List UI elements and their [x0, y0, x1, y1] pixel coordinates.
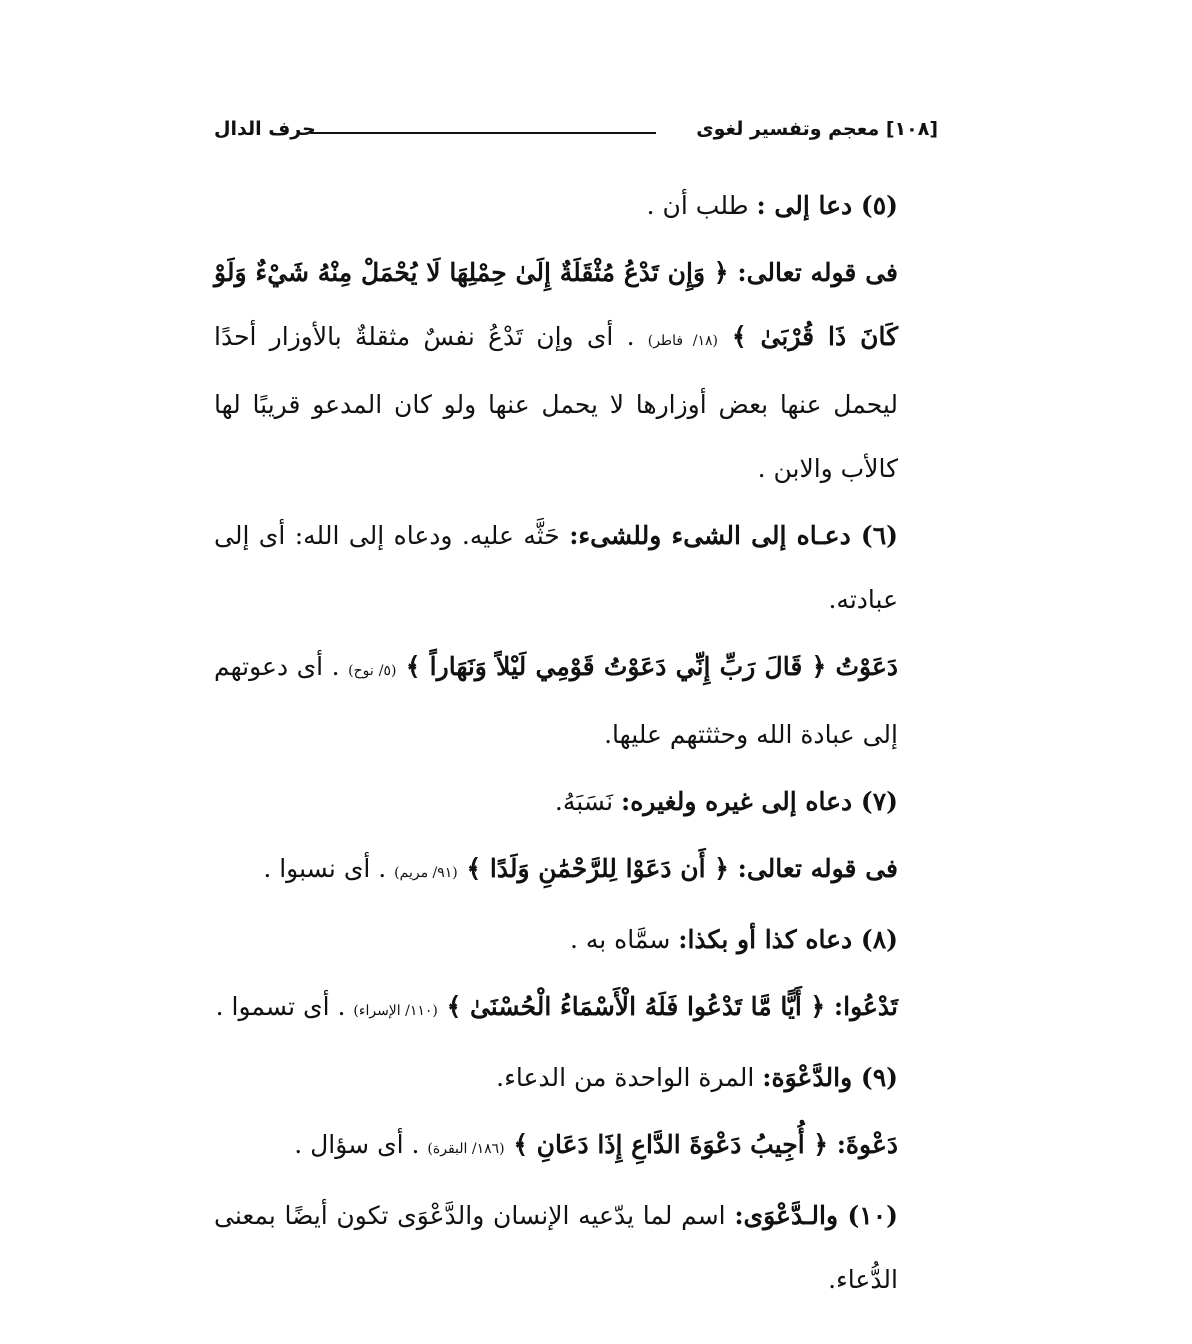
header-rule — [310, 132, 656, 134]
entry-5-text: طلب أن . — [646, 191, 757, 220]
entry-8-example — [214, 975, 938, 1043]
entry-6 — [214, 504, 938, 632]
entry-6-head: (٦) دعـاه إلى الشىء وللشىء: — [569, 521, 899, 550]
entry-9 — [214, 1046, 938, 1110]
verse-reference: (٥/ نوح) — [348, 663, 397, 679]
example-intro: فى قوله تعالى: — [737, 258, 898, 287]
entry-7 — [214, 770, 938, 834]
explanation-text: . أى وإن تَدْعُ نفسٌ مثقلةٌ بالأوزار أحدًا ليحمل عنها بعض أوزارها لا يحمل عنها ولو كان المدعو قريبًا لها كالأب والابن . — [214, 322, 898, 483]
entry-6-example — [214, 635, 938, 767]
example-word: تَدْعُوا: — [833, 992, 898, 1021]
book-page — [214, 108, 938, 1315]
entry-10-head: (١٠) والـدَّعْوَى: — [734, 1201, 898, 1230]
quran-verse: ﴿ أُجِيبُ دَعْوَةَ الدَّاعِ إِذَا دَعَانِ ﴾ — [504, 1130, 837, 1159]
verse-reference: (١٨/ فاطر) — [647, 333, 718, 349]
explanation-text: . أى سؤال . — [294, 1130, 428, 1159]
verse-reference: (١١٠/ الإسراء) — [353, 1003, 438, 1019]
entry-7-text: نَسَبَهُ. — [554, 787, 621, 816]
example-word: دَعَوْتُ — [835, 652, 898, 681]
entry-8-text: سمَّاه به . — [569, 925, 679, 954]
entry-8-head: (٨) دعاه كذا أو بكذا: — [678, 925, 898, 954]
entry-7-head: (٧) دعاه إلى غيره ولغيره: — [620, 787, 898, 816]
explanation-text: . أى دعوتهم إلى عبادة الله وحثثتهم عليها. — [214, 652, 898, 749]
entry-6-text: حَثَّه عليه. ودعاه إلى الله: أى إلى عبادته. — [214, 521, 898, 614]
quran-verse: ﴿ أَيًّا مَّا تَدْعُوا فَلَهُ الْأَسْمَاءُ الْحُسْنَىٰ ﴾ — [437, 992, 834, 1021]
entry-9-example — [214, 1113, 938, 1181]
entry-9-head: (٩) والدَّعْوَة: — [762, 1063, 898, 1092]
quran-verse: ﴿ أَن دَعَوْا لِلرَّحْمَٰنِ وَلَدًا ﴾ — [457, 854, 738, 883]
entry-5-example — [214, 241, 938, 501]
verse-reference: (١٨٦/ البقرة) — [427, 1141, 505, 1157]
page-content — [214, 174, 938, 1312]
explanation-text: . أى نسبوا . — [263, 854, 395, 883]
example-word: دَعْوةَ: — [836, 1130, 898, 1159]
running-title: [١٠٨] معجم وتفسير لغوى — [696, 118, 938, 140]
example-intro: فى قوله تعالى: — [737, 854, 898, 883]
entry-5 — [214, 174, 938, 238]
entry-8 — [214, 908, 938, 972]
quran-verse: ﴿ وَإِن تَدْعُ مُثْقَلَةٌ إِلَىٰ حِمْلِهَا لَا يُحْمَلْ مِنْهُ شَيْءٌ وَلَوْ كَانَ ذَا قُرْبَىٰ ﴾ — [214, 258, 898, 351]
entry-9-text: المرة الواحدة من الدعاء. — [496, 1063, 763, 1092]
entry-10 — [214, 1184, 938, 1312]
entry-5-head: (٥) دعا إلى : — [756, 191, 898, 220]
entry-7-example — [214, 837, 938, 905]
page-header — [214, 108, 938, 144]
quran-verse: ﴿ قَالَ رَبِّ إِنِّي دَعَوْتُ قَوْمِي لَيْلاً وَنَهَاراً ﴾ — [396, 652, 836, 681]
entry-10-text: اسم لما يدّعيه الإنسان والدَّعْوَى تكون أيضًا بمعنى الدُّعاء. — [214, 1201, 898, 1294]
verse-reference: (٩١/ مريم) — [394, 865, 458, 881]
chapter-title: حرف الدال — [214, 118, 316, 140]
explanation-text: . أى تسموا . — [215, 992, 354, 1021]
